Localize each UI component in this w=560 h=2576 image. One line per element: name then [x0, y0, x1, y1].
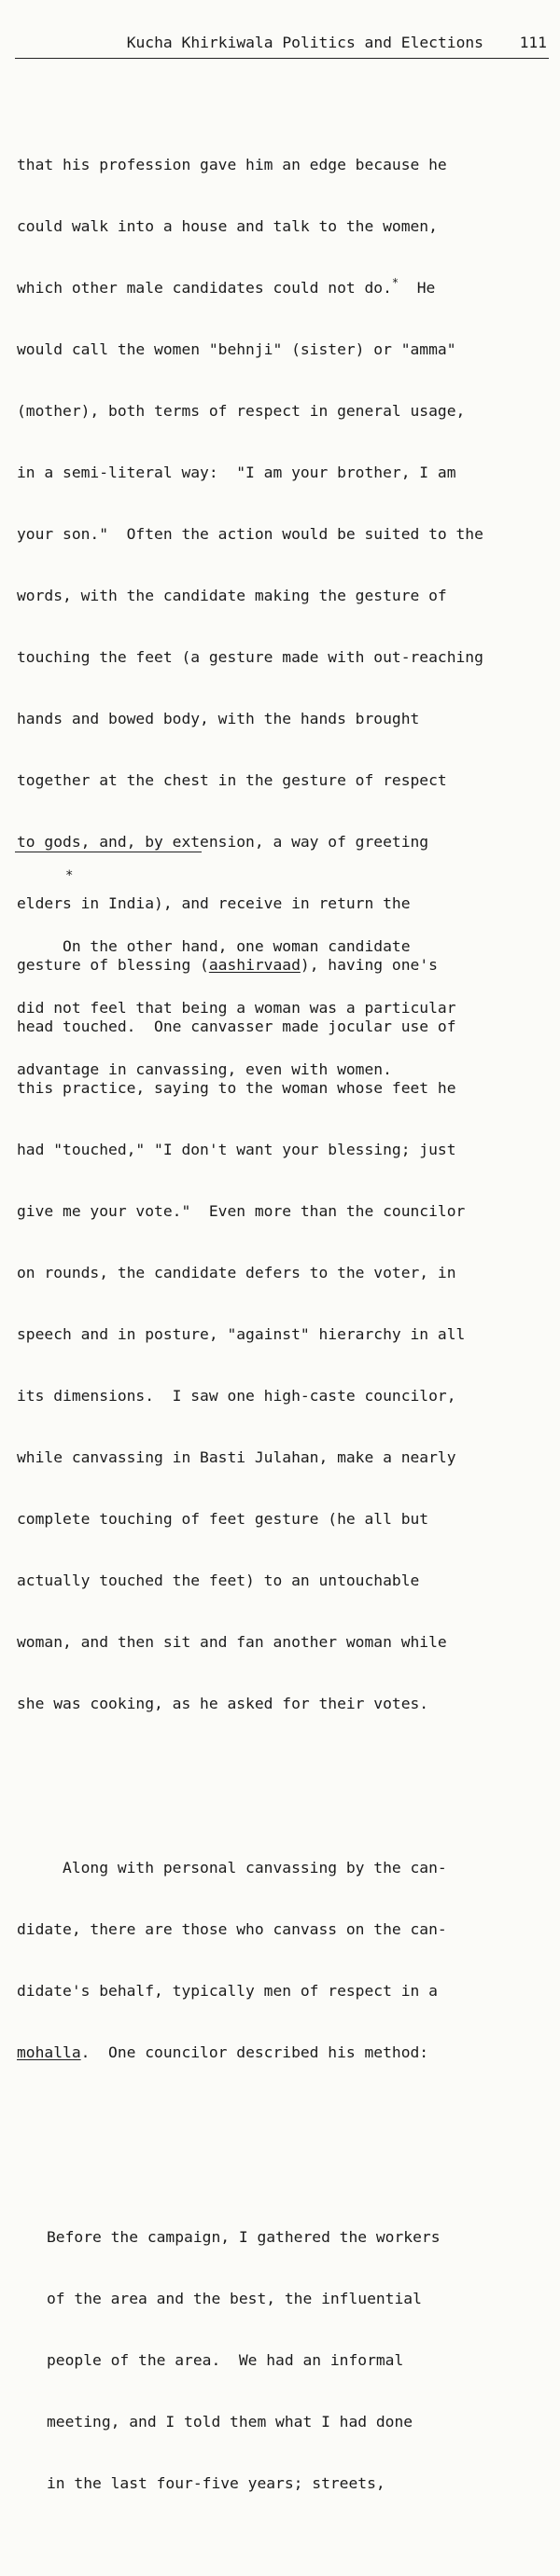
- text-line: on rounds, the candidate defers to the voter, in: [17, 1264, 456, 1281]
- text-line: would call the women "behnji" (sister) or "amma": [17, 340, 456, 358]
- footnote-line: advantage in canvassing, even with women.: [17, 1060, 392, 1078]
- text-line: had "touched," "I don't want your blessing; just: [17, 1141, 456, 1158]
- text-line: didate's behalf, typically men of respect in a: [17, 1982, 438, 2000]
- text-line: woman, and then sit and fan another woman while: [17, 1633, 447, 1651]
- footnote-line: did not feel that being a woman was a particular: [17, 999, 456, 1017]
- underlined-term: mohalla: [17, 2043, 81, 2061]
- paragraph-2: [17, 1817, 558, 2104]
- block-quote: [17, 2186, 558, 2535]
- text-line: complete touching of feet gesture (he all but: [17, 1510, 429, 1528]
- text-line: words, with the candidate making the gesture of: [17, 587, 447, 604]
- page-number: 111: [519, 34, 547, 51]
- text-line: she was cooking, as he asked for their votes.: [17, 1695, 429, 1712]
- text-line: Along with personal canvassing by the can-: [17, 1859, 447, 1877]
- text-line: [17, 2043, 558, 2063]
- text-line: could walk into a house and talk to the women,: [17, 217, 438, 235]
- text-line: actually touched the feet) to an untouchable: [17, 1572, 420, 1589]
- footnote: [17, 868, 558, 1121]
- running-title: Kucha Khirkiwala Politics and Elections: [126, 34, 483, 51]
- text-line: this practice, saying to the woman whose feet he: [17, 1079, 456, 1097]
- quote-line: in the last four-five years; streets,: [47, 2474, 385, 2492]
- underlined-term: aashirvaad: [208, 956, 301, 974]
- text-line: to gods, and, by extension, a way of greeting: [17, 833, 429, 851]
- text-line: that his profession gave him an edge because he: [17, 156, 447, 173]
- footnote-line: On the other hand, one woman candidate: [17, 937, 411, 955]
- footnote-marker: *: [65, 868, 74, 883]
- text-line: give me your vote." Even more than the councilor: [17, 1202, 466, 1220]
- text-span: He: [399, 279, 436, 297]
- text-span: ), having one's: [300, 956, 438, 974]
- text-line: (mother), both terms of respect in general usage,: [17, 402, 466, 420]
- text-line: together at the chest in the gesture of respect: [17, 771, 447, 789]
- text-line: your son." Often the action would be suited to the: [17, 525, 483, 543]
- body-text: [17, 73, 558, 2576]
- text-line: [17, 278, 558, 298]
- text-span: which other male candidates could not do.: [17, 279, 392, 297]
- text-span: . One councilor described his method:: [80, 2043, 429, 2061]
- quote-line: Before the campaign, I gathered the workers: [47, 2228, 441, 2246]
- quote-line: meeting, and I told them what I had done: [47, 2413, 413, 2431]
- text-line: head touched. One canvasser made jocular use of: [17, 1018, 456, 1035]
- text-line: while canvassing in Basti Julahan, make a nearly: [17, 1448, 456, 1466]
- quote-line: of the area and the best, the influential: [47, 2290, 422, 2307]
- text-line: hands and bowed body, with the hands brought: [17, 710, 420, 727]
- text-span: gesture of blessing (: [17, 956, 209, 974]
- text-line: touching the feet (a gesture made with out-reaching: [17, 648, 483, 666]
- quote-line: people of the area. We had an informal: [47, 2351, 404, 2369]
- text-line: its dimensions. I saw one high-caste councilor,: [17, 1387, 456, 1405]
- text-line: speech and in posture, "against" hierarchy in all: [17, 1325, 466, 1343]
- text-line: in a semi-literal way: "I am your brother, I am: [17, 464, 456, 481]
- running-header: [15, 32, 549, 59]
- footnote-reference[interactable]: *: [391, 276, 399, 289]
- text-line: didate, there are those who canvass on the can-: [17, 1920, 447, 1938]
- text-line: elders in India), and receive in return the: [17, 894, 411, 912]
